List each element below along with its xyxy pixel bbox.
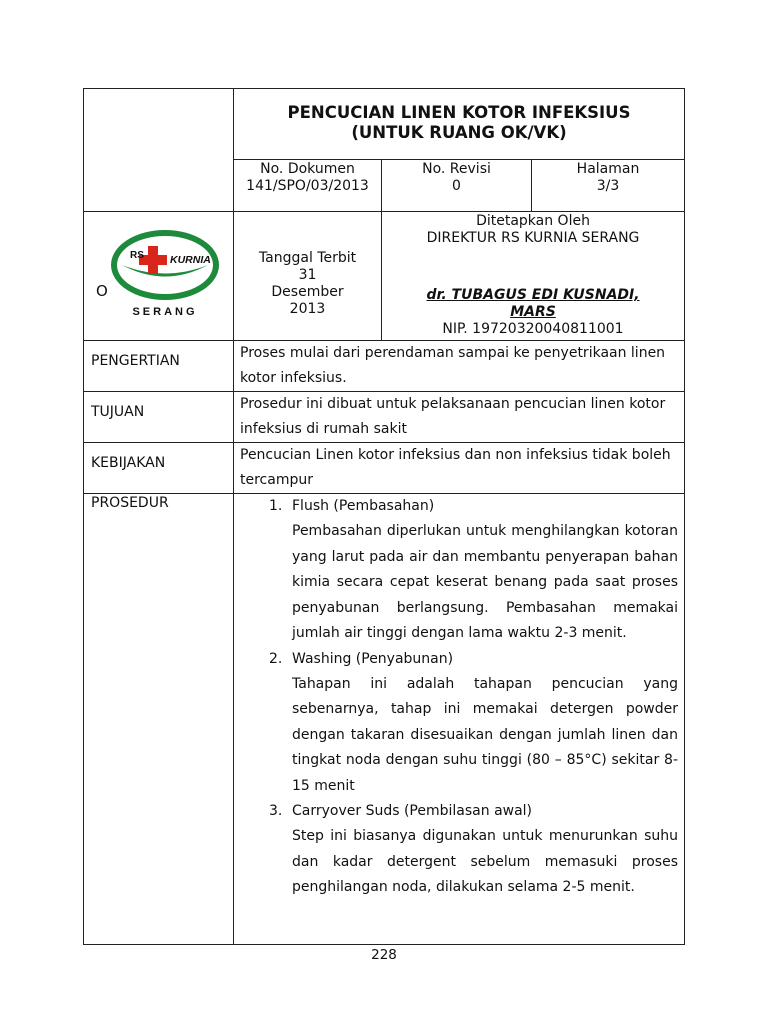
pengertian-label: PENGERTIAN bbox=[84, 341, 234, 392]
tanggal-terbit-cell bbox=[234, 212, 382, 341]
no-dokumen-label: No. Dokumen bbox=[260, 161, 355, 177]
page-number: 228 bbox=[371, 947, 397, 963]
signer-nip: NIP. 1972032004081100​1 bbox=[442, 321, 624, 337]
logo-brand-text: KURNIA bbox=[170, 254, 211, 266]
step-number: 1. bbox=[269, 498, 283, 514]
tanggal-terbit-label: Tanggal Terbit bbox=[258, 250, 357, 266]
title-line-2: (UNTUK RUANG OK/VK) bbox=[351, 123, 567, 142]
pengertian-text: Proses mulai dari perendaman sampai ke penyetrikaan linen kotor infeksius. bbox=[234, 341, 685, 392]
prosedur-step bbox=[240, 799, 678, 901]
signer-name: dr. TUBAGUS EDI KUSNADI, MARS bbox=[426, 287, 640, 320]
prosedur-steps bbox=[240, 494, 678, 901]
no-dokumen-cell bbox=[234, 160, 382, 212]
title-line-1: PENCUCIAN LINEN KOTOR INFEKSIUS bbox=[287, 103, 631, 122]
step-title: Flush (Pembasahan) bbox=[292, 498, 435, 514]
logo-placeholder-cell bbox=[84, 89, 234, 212]
no-revisi-label: No. Revisi bbox=[422, 161, 491, 177]
ditetapkan-jabatan: DIREKTUR RS KURNIA SERANG bbox=[426, 230, 640, 246]
logo-cell bbox=[84, 212, 234, 341]
step-title: Washing (Penyabunan) bbox=[292, 650, 454, 667]
tujuan-text: Prosedur ini dibuat untuk pelaksanaan pencucian linen kotor infeksius di rumah sakit bbox=[234, 392, 685, 443]
prosedur-step bbox=[240, 647, 678, 800]
tujuan-label: TUJUAN bbox=[84, 392, 234, 443]
logo-rs-text: RS bbox=[130, 250, 144, 261]
step-description: Pembasahan diperlukan untuk menghilangkan kotoran yang larut pada air dan membantu penyerapan bahan kimia secara cepat keserat benang pada saat proses penyabunan berlangsung. Pembasahan memakai jumlah air tinggi dengan lama waktu 2-3 menit. bbox=[292, 523, 679, 641]
step-title: Carryover Suds (Pembilasan awal) bbox=[292, 803, 533, 819]
prosedur-step bbox=[240, 494, 678, 647]
prosedur-label: PROSEDUR bbox=[84, 494, 234, 945]
hospital-logo bbox=[108, 228, 222, 320]
document-title bbox=[234, 89, 685, 160]
kebijakan-label: KEBIJAKAN bbox=[84, 443, 234, 494]
halaman-cell bbox=[532, 160, 685, 212]
tanggal-terbit-value: 31 Desember 2013 bbox=[271, 267, 344, 317]
no-revisi-value: 0 bbox=[452, 178, 461, 194]
prosedur-content bbox=[234, 494, 685, 945]
kebijakan-text: Pencucian Linen kotor infeksius dan non infeksius tidak boleh tercampur bbox=[234, 443, 685, 494]
ditetapkan-label: Ditetapkan Oleh bbox=[476, 213, 590, 229]
step-number: 3. bbox=[269, 803, 283, 819]
no-revisi-cell bbox=[382, 160, 532, 212]
spo-table bbox=[83, 88, 685, 945]
step-description: Tahapan ini adalah tahapan pencucian yang sebenarnya, tahap ini memakai detergen powder dengan takaran disesuaikan dengan jumlah linen dan tingkat noda dengan suhu tinggi (80 – 85°C) sekitar 8-15 menit bbox=[292, 675, 679, 794]
logo-side-letter: O bbox=[96, 282, 108, 300]
step-number: 2. bbox=[269, 650, 283, 667]
no-dokumen-value: 141/SPO/03/2013 bbox=[246, 178, 369, 194]
logo-bottom-text: SERANG bbox=[132, 306, 198, 318]
step-description: Step ini biasanya digunakan untuk menurunkan suhu dan kadar detergent sebelum memasuki proses penghilangan noda, dilakukan selama 2-5 menit. bbox=[292, 828, 679, 895]
ditetapkan-cell bbox=[382, 212, 685, 341]
halaman-label: Halaman bbox=[576, 161, 640, 177]
halaman-value: 3/3 bbox=[596, 178, 620, 194]
